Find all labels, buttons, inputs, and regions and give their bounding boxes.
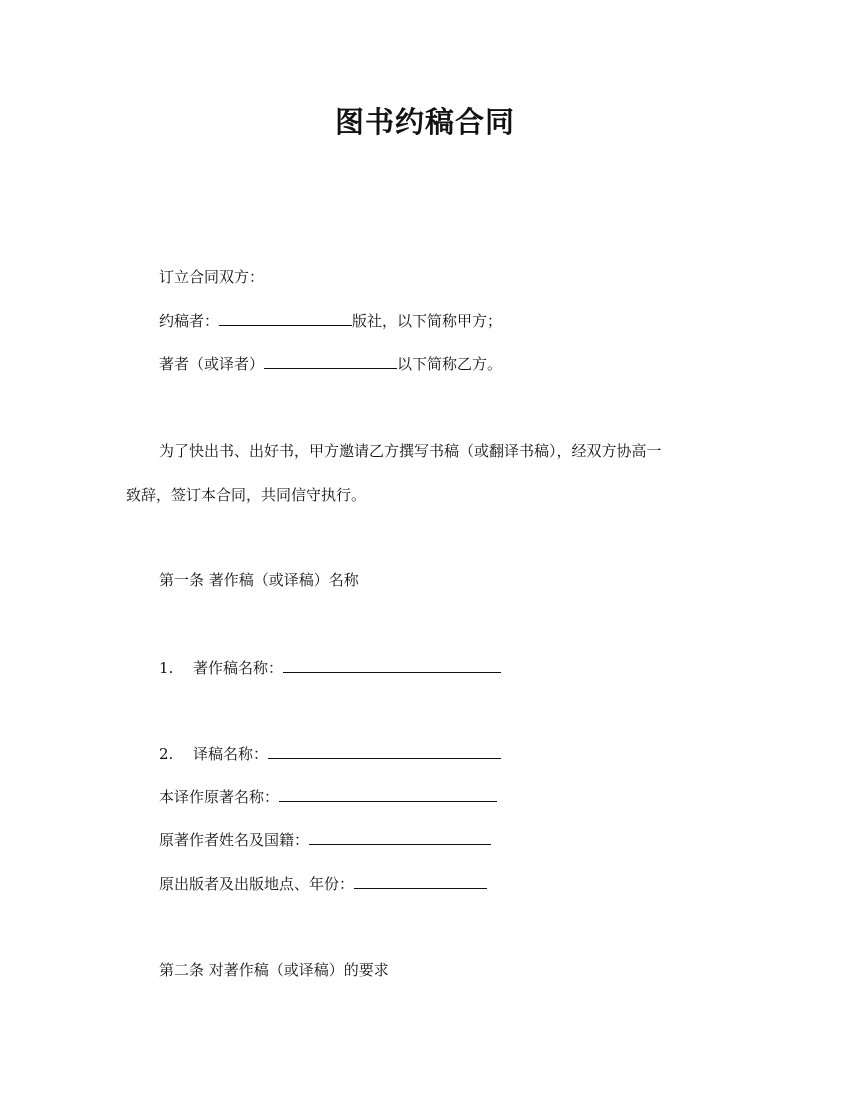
preamble-line-2: 致辞，签订本合同，共同信守执行。	[126, 486, 367, 504]
translation-title-blank	[268, 744, 501, 759]
parties-heading: 订立合同双方：	[159, 268, 265, 286]
commissioner-line	[159, 311, 502, 331]
original-title-label: 本译作原著名称：	[159, 788, 280, 806]
article1-heading: 第一条 著作稿（或译稿）名称	[159, 571, 359, 589]
manuscript-title-blank	[283, 658, 501, 673]
original-publisher-line	[159, 874, 487, 894]
original-title-blank	[279, 787, 497, 802]
translation-title-line	[159, 744, 501, 764]
author-label: 著者（或译者）	[159, 355, 265, 373]
manuscript-title-label: 著作稿名称：	[193, 659, 284, 677]
item2-number: 2.	[159, 745, 174, 763]
original-publisher-blank	[354, 874, 487, 889]
translation-title-label: 译稿名称：	[193, 745, 269, 763]
item1-number: 1.	[159, 659, 174, 677]
author-suffix: 以下简称乙方。	[397, 355, 503, 373]
article2-heading: 第二条 对著作稿（或译稿）的要求	[159, 961, 389, 979]
original-title-line	[159, 787, 497, 807]
author-line	[159, 354, 502, 374]
commissioner-blank	[219, 311, 352, 326]
original-author-blank	[309, 830, 491, 845]
author-blank	[264, 354, 397, 369]
preamble-line-1: 为了快出书、出好书，甲方邀请乙方撰写书稿（或翻译书稿），经双方协高一	[159, 442, 662, 460]
original-author-line	[159, 830, 491, 850]
manuscript-title-line	[159, 658, 501, 678]
document-title: 图书约稿合同	[334, 105, 515, 139]
commissioner-label: 约稿者：	[159, 312, 220, 330]
commissioner-suffix: 版社，以下简称甲方；	[352, 312, 503, 330]
original-author-label: 原著作者姓名及国籍：	[159, 831, 310, 849]
original-publisher-label: 原出版者及出版地点、年份：	[159, 875, 355, 893]
